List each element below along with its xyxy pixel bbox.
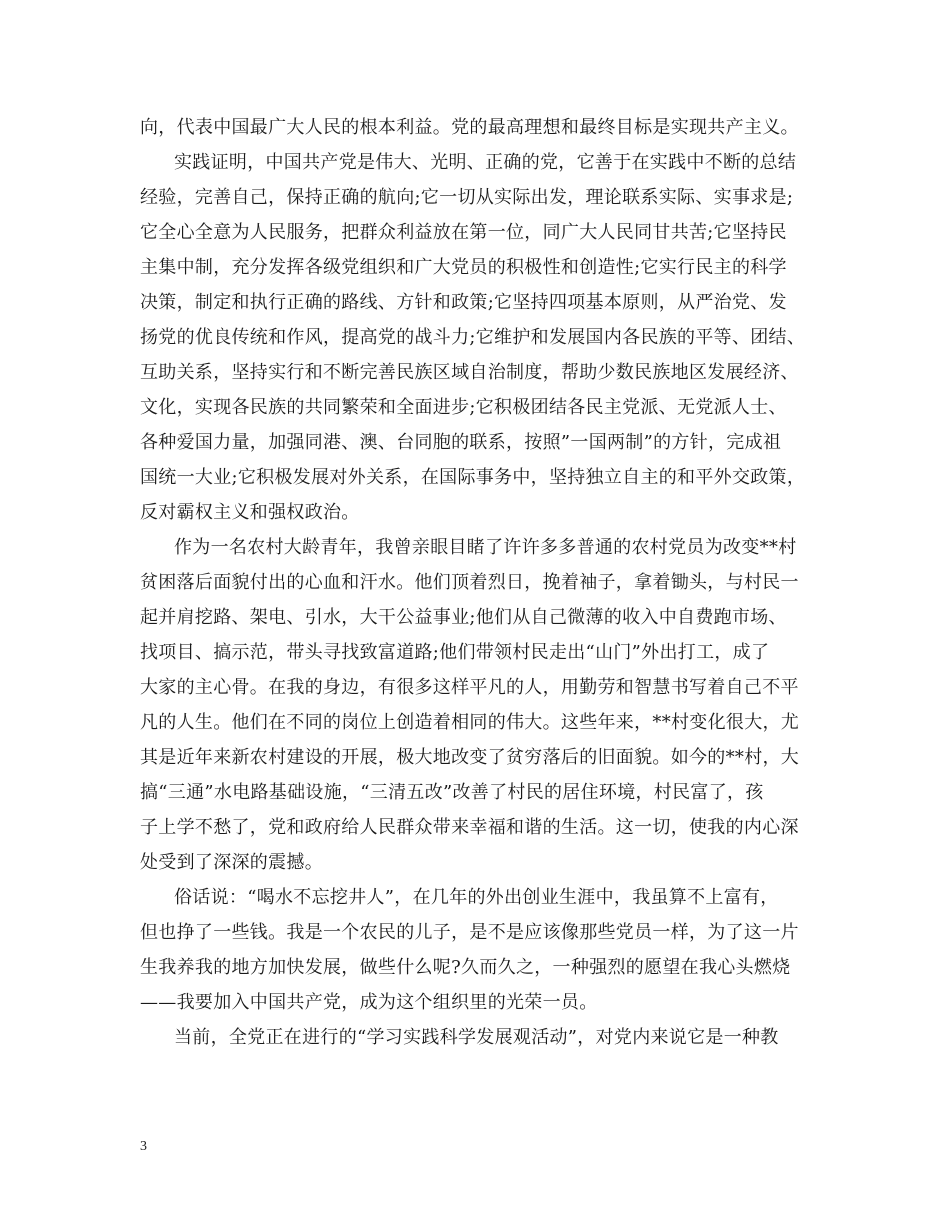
text-line: 反对霸权主义和强权政治。 xyxy=(140,502,360,523)
text-line: 生我养我的地方加快发展，做些什么呢?久而久之，一种强烈的愿望在我心头燃烧 xyxy=(140,957,791,978)
text-line: 大家的主心骨。在我的身边，有很多这样平凡的人，用勤劳和智慧书写着自己不平 xyxy=(140,677,799,698)
paragraph-start-line: 当前，全党正在进行的“学习实践科学发展观活动”，对党内来说它是一种教 xyxy=(174,1027,779,1048)
text-line: 向，代表中国最广大人民的根本利益。党的最高理想和最终目标是实现共产主义。 xyxy=(140,117,799,138)
paragraph-start-line: 俗话说：“喝水不忘挖井人”，在几年的外出创业生涯中，我虽算不上富有， xyxy=(174,887,779,908)
text-line: 处受到了深深的震撼。 xyxy=(140,852,323,873)
text-line: 凡的人生。他们在不同的岗位上创造着相同的伟大。这些年来，**村变化很大，尤 xyxy=(140,712,800,733)
text-line: 其是近年来新农村建设的开展，极大地改变了贫穷落后的旧面貌。如今的**村，大 xyxy=(140,747,800,768)
text-line: 但也挣了一些钱。我是一个农民的儿子，是不是应该像那些党员一样，为了这一片 xyxy=(140,922,799,943)
text-line: 决策，制定和执行正确的路线、方针和政策;它坚持四项基本原则，从严治党、发 xyxy=(140,292,787,313)
text-line: ——我要加入中国共产党，成为这个组织里的光荣一员。 xyxy=(140,992,598,1013)
text-line: 互助关系，坚持实行和不断完善民族区域自治制度，帮助少数民族地区发展经济、 xyxy=(140,362,799,383)
text-line: 搞“三通”水电路基础设施，“三清五改”改善了村民的居住环境，村民富了，孩 xyxy=(140,782,764,803)
text-line: 扬党的优良传统和作风，提高党的战斗力;它维护和发展国内各民族的平等、团结、 xyxy=(140,327,806,348)
text-line: 主集中制，充分发挥各级党组织和广大党员的积极性和创造性;它实行民主的科学 xyxy=(140,257,787,278)
text-line: 文化，实现各民族的共同繁荣和全面进步;它积极团结各民主党派、无党派人士、 xyxy=(140,397,787,418)
text-line: 各种爱国力量，加强同港、澳、台同胞的联系，按照”一国两制”的方针，完成祖 xyxy=(140,432,782,453)
page-number: 3 xyxy=(140,1139,147,1154)
text-line: 国统一大业;它积极发展对外关系，在国际事务中，坚持独立自主的和平外交政策， xyxy=(140,467,806,488)
paragraph-start-line: 实践证明，中国共产党是伟大、光明、正确的党，它善于在实践中不断的总结 xyxy=(174,152,797,173)
text-line: 它全心全意为人民服务，把群众利益放在第一位，同广大人民同甘共苦;它坚持民 xyxy=(140,222,787,243)
text-line: 子上学不愁了，党和政府给人民群众带来幸福和谐的生活。这一切，使我的内心深 xyxy=(140,817,799,838)
paragraph-start-line: 作为一名农村大龄青年，我曾亲眼目睹了许许多多普通的农村党员为改变**村 xyxy=(174,537,797,558)
text-line: 找项目、搞示范，带头寻找致富道路;他们带领村民走出“山门”外出打工，成了 xyxy=(140,642,770,663)
text-line: 起并肩挖路、架电、引水，大干公益事业;他们从自己微薄的收入中自费跑市场、 xyxy=(140,607,787,628)
text-line: 贫困落后面貌付出的心血和汗水。他们顶着烈日，挽着袖子，拿着锄头，与村民一 xyxy=(140,572,799,593)
text-line: 经验，完善自己，保持正确的航向;它一切从实际出发，理论联系实际、实事求是; xyxy=(140,187,794,208)
